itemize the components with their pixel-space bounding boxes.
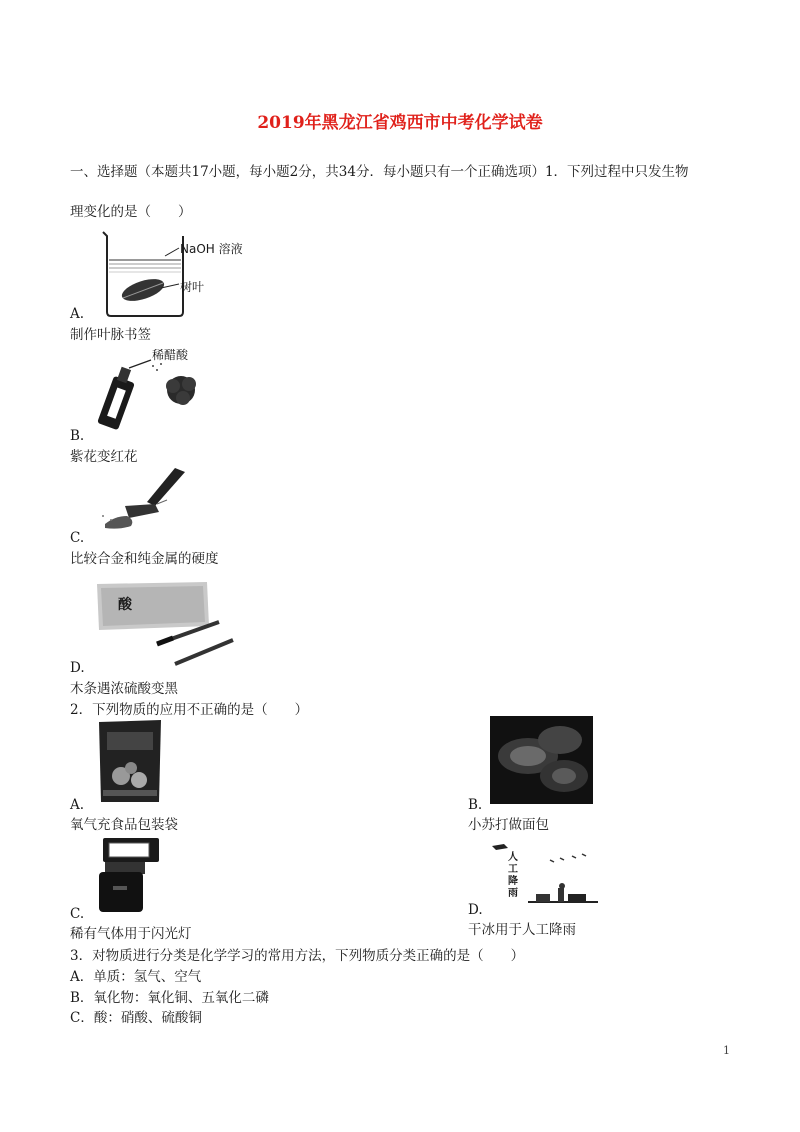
- rain-label-char-4: 雨: [508, 888, 518, 899]
- q1-option-b-letter: B.: [70, 428, 85, 444]
- q1-option-d-text: 木条遇浓硫酸变黑: [70, 681, 178, 697]
- q3-option-a: A．单质：氢气、空气: [70, 969, 202, 985]
- page-number: 1: [723, 1044, 730, 1057]
- q2-option-a-text: 氧气充食品包装袋: [70, 817, 178, 833]
- camera-flash-illustration: [95, 836, 165, 916]
- label-dilute-acetic-acid: 稀醋酸: [152, 348, 189, 362]
- rain-label-char-3: 降: [508, 876, 518, 887]
- page-title: 2019年黑龙江省鸡西市中考化学试卷: [257, 113, 543, 133]
- metal-scratch-illustration: [95, 466, 205, 536]
- rain-label-char-2: 工: [508, 864, 518, 875]
- section-intro-continued: 理变化的是（ ）: [70, 204, 192, 220]
- artificial-rain-illustration: [490, 838, 600, 912]
- q2-option-c-text: 稀有气体用于闪光灯: [70, 926, 192, 942]
- paper-wood-sticks-illustration: [95, 580, 235, 670]
- q2-stem: 2．下列物质的应用不正确的是（ ）: [70, 702, 309, 718]
- q1-option-b-text: 紫花变红花: [70, 449, 138, 465]
- q3-option-b: B．氧化物：氧化铜、五氧化二磷: [70, 990, 269, 1006]
- q2-option-d-text: 干冰用于人工降雨: [468, 922, 576, 938]
- label-leaf: 树叶: [180, 280, 205, 294]
- q2-option-b-text: 小苏打做面包: [468, 817, 549, 833]
- rain-label-vertical: [508, 852, 520, 900]
- section-intro: 一、选择题（本题共17小题，每小题2分，共34分．每小题只有一个正确选项）1．下列过程中只发生物: [70, 164, 689, 180]
- q2-option-b-letter: B.: [468, 797, 483, 813]
- bread-photo-illustration: [490, 716, 593, 804]
- q2-option-a-letter: A.: [70, 797, 85, 813]
- q1-option-a-letter: A.: [70, 306, 85, 322]
- rain-label-char-1: 人: [508, 852, 518, 863]
- q1-option-c-text: 比较合金和纯金属的硬度: [70, 551, 219, 567]
- q2-option-c-letter: C.: [70, 906, 85, 922]
- snack-bag-illustration: [95, 718, 165, 804]
- q3-stem: 3．对物质进行分类是化学学习的常用方法，下列物质分类正确的是（ ）: [70, 948, 525, 964]
- q1-option-a-text: 制作叶脉书签: [70, 327, 151, 343]
- q1-option-c-letter: C.: [70, 530, 85, 546]
- q3-option-c: C．酸：硝酸、硫酸铜: [70, 1010, 202, 1026]
- q1-option-d-letter: D.: [70, 660, 85, 676]
- label-naoh-solution: NaOH 溶液: [180, 242, 243, 256]
- label-acid-char: 酸: [118, 597, 132, 613]
- q2-option-d-letter: D.: [468, 902, 483, 918]
